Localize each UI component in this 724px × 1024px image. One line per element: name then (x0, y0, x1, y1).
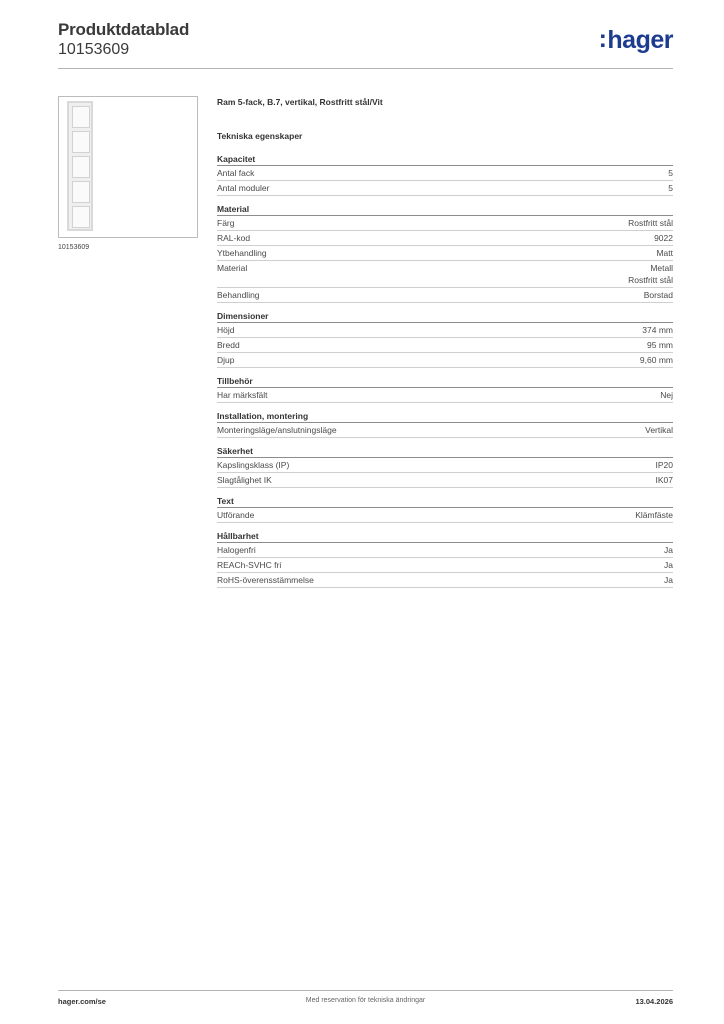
hager-logo (599, 26, 673, 55)
page-header (58, 20, 673, 59)
spec-row (217, 558, 673, 573)
spec-row (217, 288, 673, 303)
spec-label: Ytbehandling (217, 248, 267, 258)
footer-disclaimer: Med reservation för tekniska ändringar (305, 997, 426, 1004)
spec-label: Utförande (217, 510, 255, 520)
spec-value: 5 (668, 168, 673, 178)
frame-slot (72, 131, 90, 153)
spec-label: Halogenfri (217, 545, 256, 555)
spec-group-title: Tillbehör (217, 376, 673, 388)
image-caption: 10153609 (58, 244, 90, 251)
spec-group-title: Kapacitet (217, 154, 673, 166)
spec-value: IP20 (655, 460, 673, 470)
frame-illustration (67, 101, 93, 231)
spec-value: 9022 (654, 233, 673, 243)
spec-label: Har märksfält (217, 390, 268, 400)
spec-row (217, 458, 673, 473)
spec-group (217, 204, 673, 303)
spec-label: Färg (217, 218, 235, 228)
spec-row (217, 508, 673, 523)
logo-colon: : (598, 25, 607, 53)
spec-label: RAL-kod (217, 233, 251, 243)
spec-label: REACh-SVHC fri (217, 560, 282, 570)
footer-website: hager.com/se (58, 997, 106, 1006)
spec-value: Borstad (643, 290, 673, 300)
spec-value: Metall Rostfritt stål (628, 263, 673, 285)
spec-label: Kapslingsklass (IP) (217, 460, 290, 470)
spec-row (217, 216, 673, 231)
spec-label: Material (217, 263, 248, 273)
spec-label: Djup (217, 355, 235, 365)
spec-group (217, 531, 673, 588)
spec-label: Behandling (217, 290, 260, 300)
spec-value: IK07 (655, 475, 673, 485)
spec-sections (217, 154, 673, 588)
spec-label: RoHS-överensstämmelse (217, 575, 314, 585)
spec-group (217, 446, 673, 488)
spec-row (217, 166, 673, 181)
spec-group (217, 496, 673, 523)
spec-value: 374 mm (642, 325, 673, 335)
spec-row (217, 338, 673, 353)
spec-row (217, 543, 673, 558)
footer-date: 13.04.2026 (635, 997, 673, 1006)
spec-label: Bredd (217, 340, 240, 350)
document-number: 10153609 (58, 41, 130, 58)
frame-slot (72, 156, 90, 178)
technical-properties-heading: Tekniska egenskaper (217, 131, 303, 141)
product-specifications (217, 96, 673, 596)
spec-group-title: Text (217, 496, 673, 508)
spec-row (217, 231, 673, 246)
spec-label: Antal moduler (217, 183, 270, 193)
spec-row (217, 181, 673, 196)
spec-value: Rostfritt stål (628, 218, 673, 228)
product-title: Ram 5-fack, B.7, vertikal, Rostfritt stål/Vit (217, 97, 383, 107)
frame-slot (72, 106, 90, 128)
spec-value: 9,60 mm (639, 355, 673, 365)
spec-label: Monteringsläge/anslutningsläge (217, 425, 337, 435)
spec-value: Ja (664, 575, 673, 585)
spec-row (217, 473, 673, 488)
spec-group (217, 411, 673, 438)
spec-value: 95 mm (647, 340, 673, 350)
spec-value: Matt (656, 248, 673, 258)
spec-group (217, 154, 673, 196)
frame-slot (72, 181, 90, 203)
spec-row (217, 573, 673, 588)
document-title: Produktdatablad (58, 20, 190, 39)
spec-row (217, 353, 673, 368)
product-image (58, 96, 198, 238)
spec-value: 5 (668, 183, 673, 193)
spec-value: Vertikal (645, 425, 673, 435)
spec-label: Slagtålighet IK (217, 475, 272, 485)
footer-divider (58, 990, 673, 991)
frame-slot (72, 206, 90, 228)
spec-label: Antal fack (217, 168, 255, 178)
spec-group-title: Installation, montering (217, 411, 673, 423)
spec-row (217, 246, 673, 261)
spec-value: Ja (664, 560, 673, 570)
spec-group (217, 311, 673, 368)
header-divider (58, 68, 673, 69)
spec-group-title: Hållbarhet (217, 531, 673, 543)
spec-label: Höjd (217, 325, 235, 335)
spec-row (217, 388, 673, 403)
spec-row (217, 261, 673, 288)
spec-group-title: Material (217, 204, 673, 216)
logo-text: hager (607, 26, 673, 54)
page-footer (58, 997, 673, 1009)
spec-value: Ja (664, 545, 673, 555)
spec-value: Nej (660, 390, 673, 400)
spec-value: Klämfäste (635, 510, 673, 520)
spec-group-title: Dimensioner (217, 311, 673, 323)
spec-group-title: Säkerhet (217, 446, 673, 458)
spec-row (217, 323, 673, 338)
spec-row (217, 423, 673, 438)
spec-group (217, 376, 673, 403)
